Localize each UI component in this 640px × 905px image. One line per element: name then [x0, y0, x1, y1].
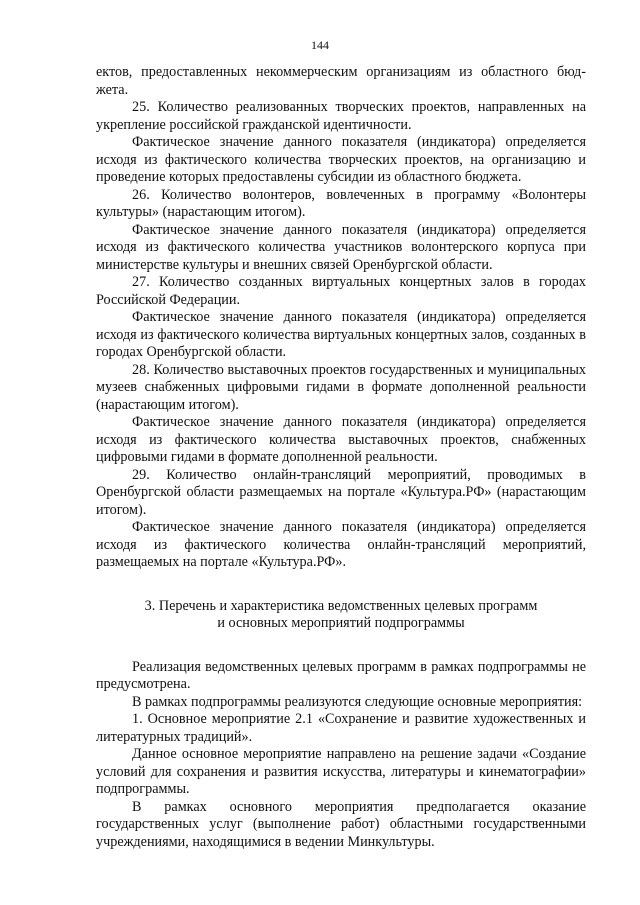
paragraph: Фактическое значение данного показателя (индикатора) определяется исходя из фактического количества виртуальных концертных залов, созданных в городах Оренбургской области.: [96, 309, 586, 360]
paragraph: Фактическое значение данного показателя (индикатора) определяется исходя из фактического количества творческих проектов, на организацию и проведение которых предоставлены субсидии из областного бюджета.: [96, 134, 586, 185]
paragraph: 28. Количество выставочных проектов государственных и муниципальных музеев снабженных цифровыми гидами в формате дополненной реальности (нарастающим итогом).: [96, 361, 586, 413]
paragraph: Реализация ведомственных целевых программ в рамках подпрограммы не предусмотрена.: [96, 658, 586, 692]
section-heading-line2: и основных мероприятий подпрограммы: [217, 615, 465, 631]
paragraph: Фактическое значение данного показателя (индикатора) определяется исходя из фактического количества выставочных проектов, снабженных цифровыми гидами в формате дополненной реальности.: [96, 414, 586, 465]
page-number: 144: [311, 38, 329, 52]
paragraph: Фактическое значение данного показателя (индикатора) определяется исходя из фактического количества участников волонтерского корпуса при министерстве культуры и внешних связей Оренбургской области.: [96, 221, 586, 273]
paragraph: В рамках основного мероприятия предполагается оказание государственных услуг (выполнение работ) областными государственными учреждениями, находящимися в ведении Минкультуры.: [96, 798, 586, 850]
paragraph: 26. Количество волонтеров, вовлеченных в программу «Волонтеры культуры» (нарастающим итогом).: [96, 186, 586, 220]
section-heading-line1: 3. Перечень и характеристика ведомственных целевых программ: [144, 597, 538, 614]
paragraph: 1. Основное мероприятие 2.1 «Сохранение и развитие художественных и литературных традиций».: [96, 711, 586, 745]
section-heading: [96, 598, 586, 633]
paragraph: Данное основное мероприятие направлено на решение задачи «Создание условий для сохранения и развития искусства, литературы и кинематографии» подпрограммы.: [96, 746, 586, 797]
paragraph: ектов, предоставленных некоммерческим организациям из областного бюд-жета.: [96, 64, 586, 98]
document-body: [96, 64, 586, 851]
paragraph: В рамках подпрограммы реализуются следующие основные мероприятия:: [132, 693, 583, 710]
paragraph: Фактическое значение данного показателя (индикатора) определяется исходя из фактического количества онлайн-трансляций мероприятий, размещаемых на портале «Культура.РФ».: [96, 519, 586, 570]
paragraph: 25. Количество реализованных творческих проектов, направленных на укрепление российской гражданской идентичности.: [96, 99, 586, 133]
paragraph: 29. Количество онлайн-трансляций мероприятий, проводимых в Оренбургской области размещаемых на портале «Культура.РФ» (нарастающим итогом).: [96, 466, 586, 518]
paragraph: 27. Количество созданных виртуальных концертных залов в городах Российской Федерации.: [96, 274, 586, 308]
